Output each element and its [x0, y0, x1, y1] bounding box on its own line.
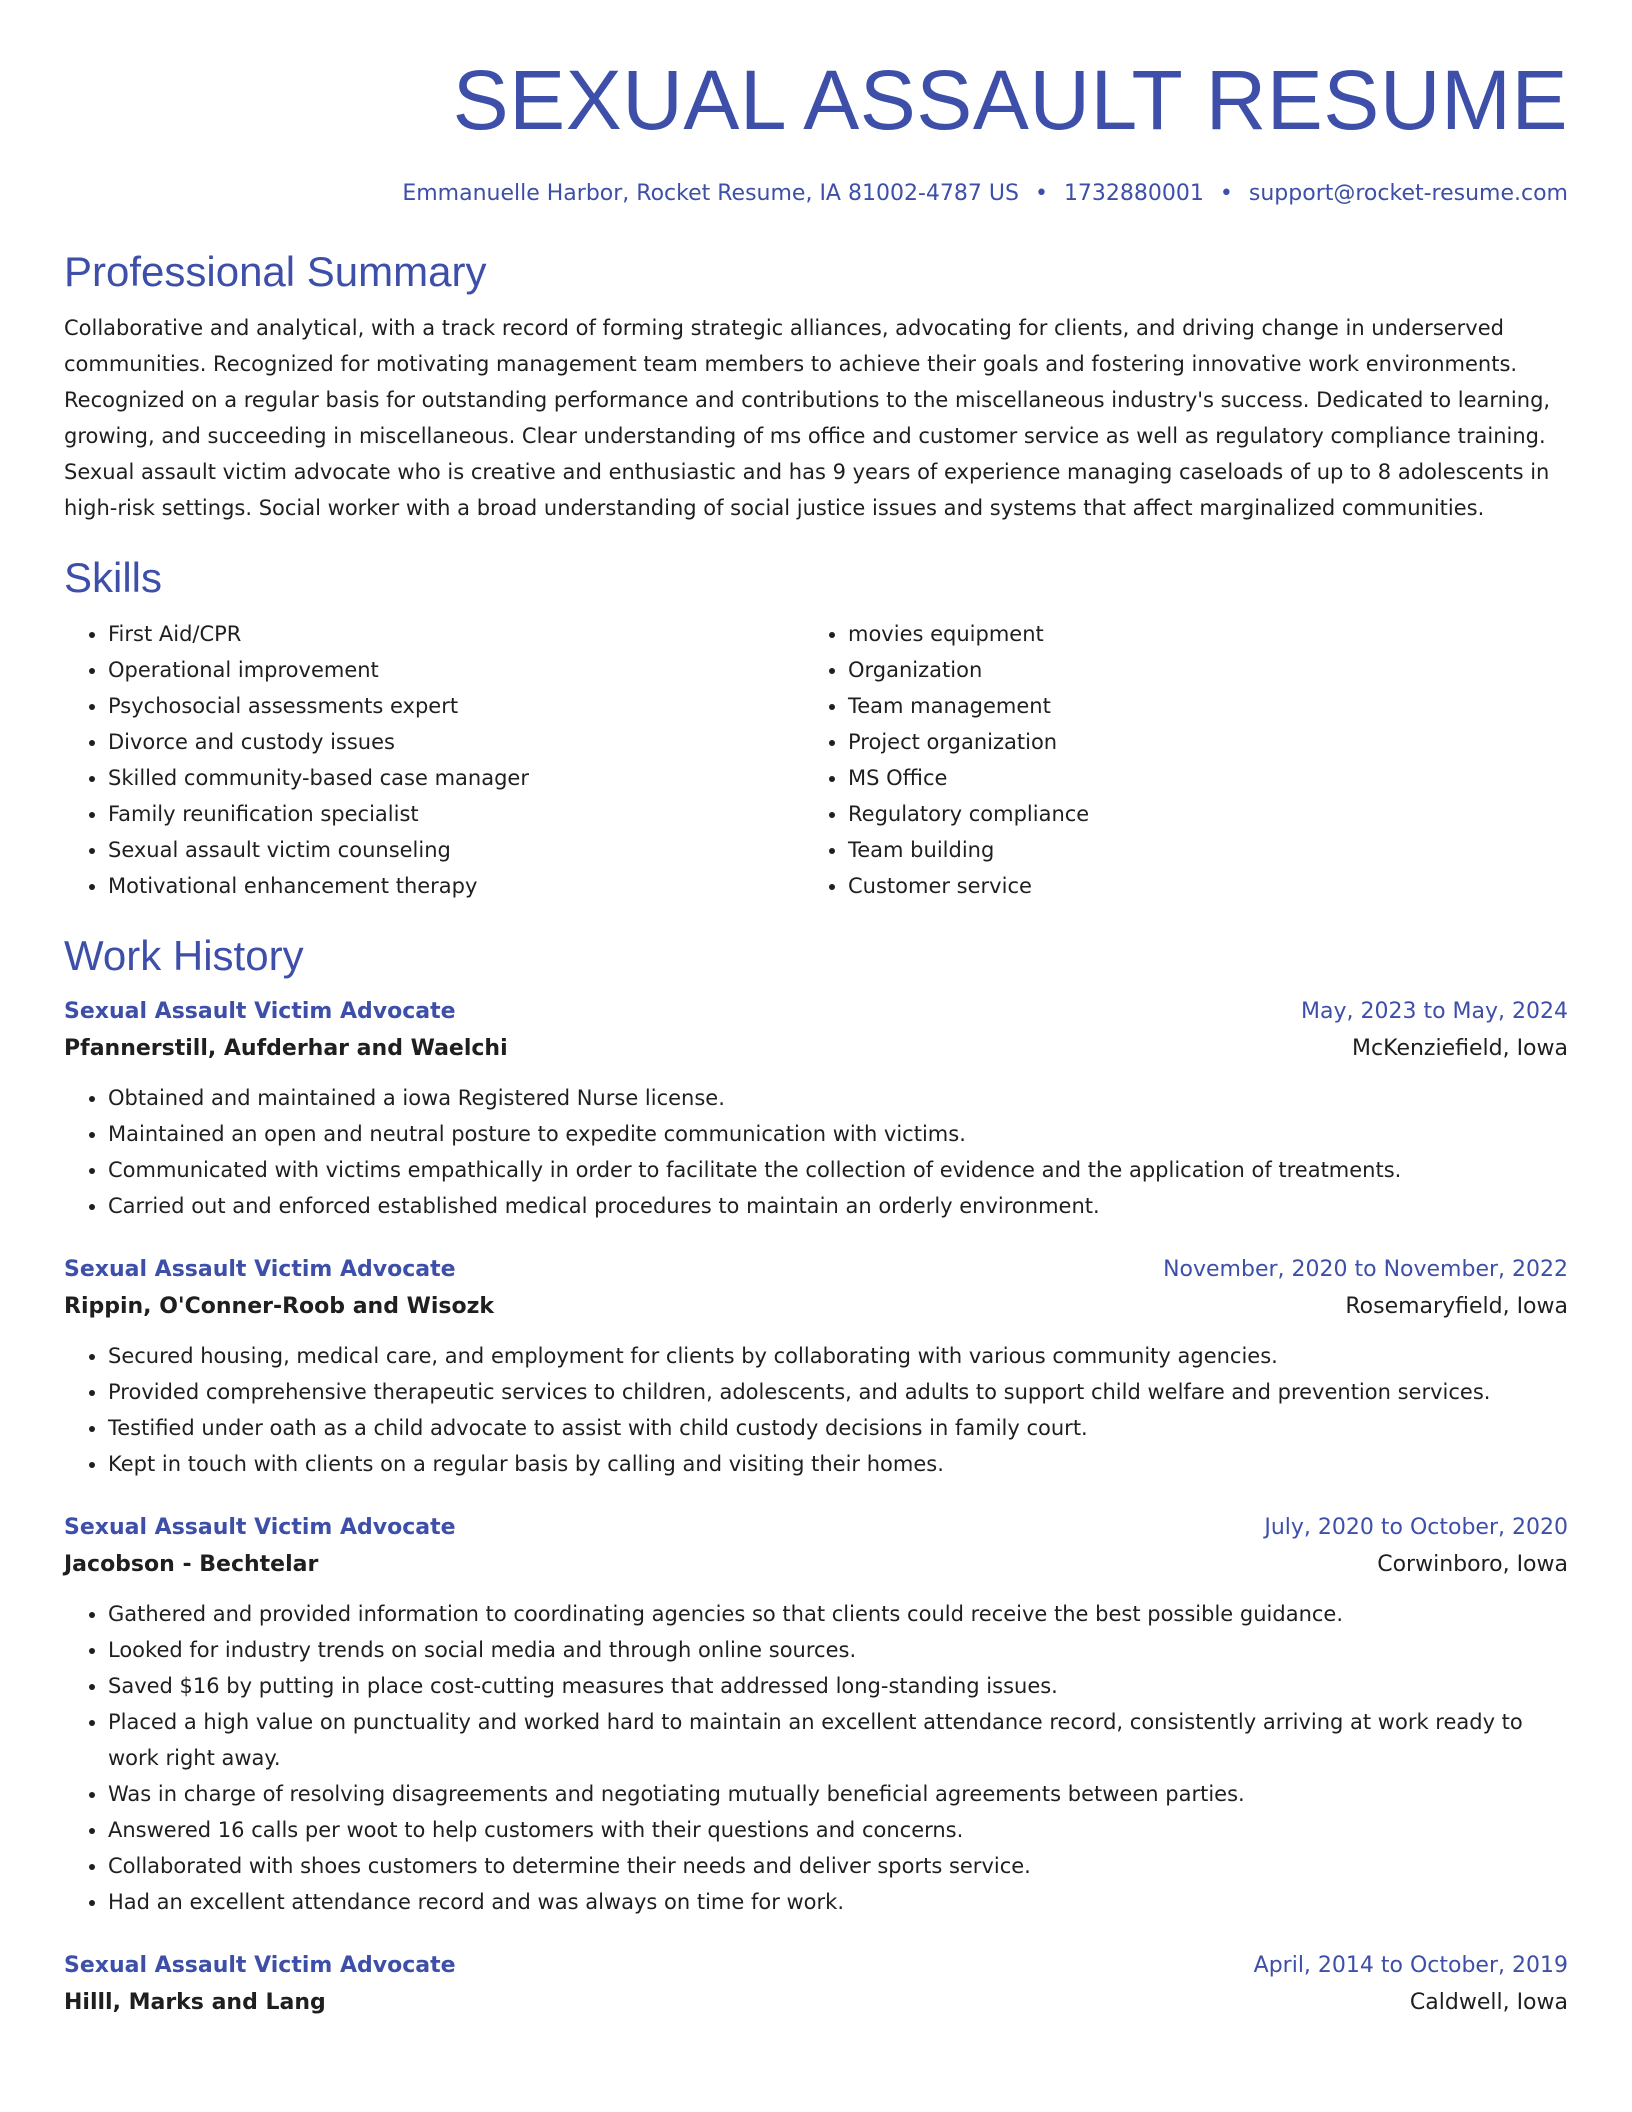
skill-item: • Team building	[848, 832, 1544, 868]
skills-heading: Skills	[64, 554, 163, 601]
resume-name: SEXUAL ASSAULT RESUME	[452, 53, 1568, 147]
job-entry	[64, 1510, 1568, 1920]
job-location: Corwinboro, Iowa	[1377, 1552, 1568, 1577]
skill-item: • Motivational enhancement therapy	[108, 868, 804, 904]
job-location: Rosemaryfield, Iowa	[1345, 1294, 1568, 1319]
skill-item: • Sexual assault victim counseling	[108, 832, 804, 868]
skill-item: • Team management	[848, 688, 1544, 724]
job-bullets	[64, 1596, 1568, 1920]
skill-item: • First Aid/CPR	[108, 616, 804, 652]
job-dates: July, 2020 to October, 2020	[1264, 1515, 1568, 1540]
skill-item: • Divorce and custody issues	[108, 724, 804, 760]
job-bullet: • Placed a high value on punctuality and worked hard to maintain an excellent attendance record, consistently arriving at work ready to work right away.	[108, 1704, 1568, 1776]
contact-separator: •	[1219, 181, 1233, 206]
job-bullet: • Saved $16 by putting in place cost-cutting measures that addressed long-standing issues.	[108, 1668, 1568, 1704]
job-entry	[64, 994, 1568, 1224]
contact-phone: 1732880001	[1063, 181, 1204, 206]
job-location: McKenziefield, Iowa	[1352, 1036, 1568, 1061]
contact-address: Emmanuelle Harbor, Rocket Resume, IA 81002-4787 US	[402, 181, 1019, 206]
skill-item: • Skilled community-based case manager	[108, 760, 804, 796]
job-bullet: • Gathered and provided information to coordinating agencies so that clients could receive the best possible guidance.	[108, 1596, 1568, 1632]
job-bullet: • Provided comprehensive therapeutic services to children, adolescents, and adults to support child welfare and prevention services.	[108, 1374, 1568, 1410]
skills-column-left	[64, 616, 804, 904]
skill-item: • Organization	[848, 652, 1544, 688]
job-bullet: • Looked for industry trends on social media and through online sources.	[108, 1632, 1568, 1668]
skill-item: • Customer service	[848, 868, 1544, 904]
job-bullets	[64, 1338, 1568, 1482]
summary-heading: Professional Summary	[64, 248, 487, 295]
skill-item: • Regulatory compliance	[848, 796, 1544, 832]
job-title: Sexual Assault Victim Advocate	[64, 1953, 456, 1978]
job-bullet: • Secured housing, medical care, and employment for clients by collaborating with various community agencies.	[108, 1338, 1568, 1374]
skill-item: • Operational improvement	[108, 652, 804, 688]
contact-line	[64, 178, 1568, 210]
job-company: Rippin, O'Conner-Roob and Wisozk	[64, 1294, 495, 1319]
skill-item: • Family reunification specialist	[108, 796, 804, 832]
work-history-heading: Work History	[64, 932, 304, 979]
job-company: Hilll, Marks and Lang	[64, 1990, 326, 2015]
job-bullet: • Communicated with victims empathically in order to facilitate the collection of evidence and the application of treatments.	[108, 1152, 1568, 1188]
job-entry	[64, 1948, 1568, 2022]
job-bullet: • Testified under oath as a child advocate to assist with child custody decisions in family court.	[108, 1410, 1568, 1446]
resume-header	[64, 48, 1568, 210]
job-company: Jacobson - Bechtelar	[64, 1552, 319, 1577]
job-dates: November, 2020 to November, 2022	[1163, 1257, 1568, 1282]
job-bullet: • Collaborated with shoes customers to determine their needs and deliver sports service.	[108, 1848, 1568, 1884]
job-title: Sexual Assault Victim Advocate	[64, 1257, 456, 1282]
job-entry	[64, 1252, 1568, 1482]
job-bullet: • Was in charge of resolving disagreements and negotiating mutually beneficial agreements between parties.	[108, 1776, 1568, 1812]
job-dates: May, 2023 to May, 2024	[1301, 999, 1568, 1024]
job-company: Pfannerstill, Aufderhar and Waelchi	[64, 1036, 508, 1061]
job-title: Sexual Assault Victim Advocate	[64, 1515, 456, 1540]
job-dates: April, 2014 to October, 2019	[1253, 1953, 1568, 1978]
skills-list	[64, 616, 1568, 904]
job-location: Caldwell, Iowa	[1409, 1990, 1568, 2015]
job-bullet: • Obtained and maintained a iowa Registered Nurse license.	[108, 1080, 1568, 1116]
job-title: Sexual Assault Victim Advocate	[64, 999, 456, 1024]
job-bullet: • Answered 16 calls per woot to help customers with their questions and concerns.	[108, 1812, 1568, 1848]
contact-email: support@rocket-resume.com	[1248, 181, 1568, 206]
summary-text: Collaborative and analytical, with a track record of forming strategic alliances, advocating for clients, and driving change in underserved communities. Recognized for motivating management team members to achieve their goals and fostering innovative work environments. Recognized on a regular basis for outstanding performance and contributions to the miscellaneous industry's success. Dedicated to learning, growing, and succeeding in miscellaneous. Clear understanding of ms office and customer service as well as regulatory compliance training. Sexual assault victim advocate who is creative and enthusiastic and has 9 years of experience managing caseloads of up to 8 adolescents in high-risk settings. Social worker with a broad understanding of social justice issues and systems that affect marginalized communities.	[64, 316, 1551, 520]
job-bullets	[64, 1080, 1568, 1224]
skill-item: • MS Office	[848, 760, 1544, 796]
job-bullet: • Maintained an open and neutral posture to expedite communication with victims.	[108, 1116, 1568, 1152]
job-bullet: • Kept in touch with clients on a regular basis by calling and visiting their homes.	[108, 1446, 1568, 1482]
skill-item: • Psychosocial assessments expert	[108, 688, 804, 724]
contact-separator: •	[1034, 181, 1048, 206]
skill-item: • Project organization	[848, 724, 1544, 760]
skill-item: • movies equipment	[848, 616, 1544, 652]
skills-column-right	[804, 616, 1544, 904]
job-bullet: • Carried out and enforced established medical procedures to maintain an orderly environment.	[108, 1188, 1568, 1224]
job-bullet: • Had an excellent attendance record and was always on time for work.	[108, 1884, 1568, 1920]
